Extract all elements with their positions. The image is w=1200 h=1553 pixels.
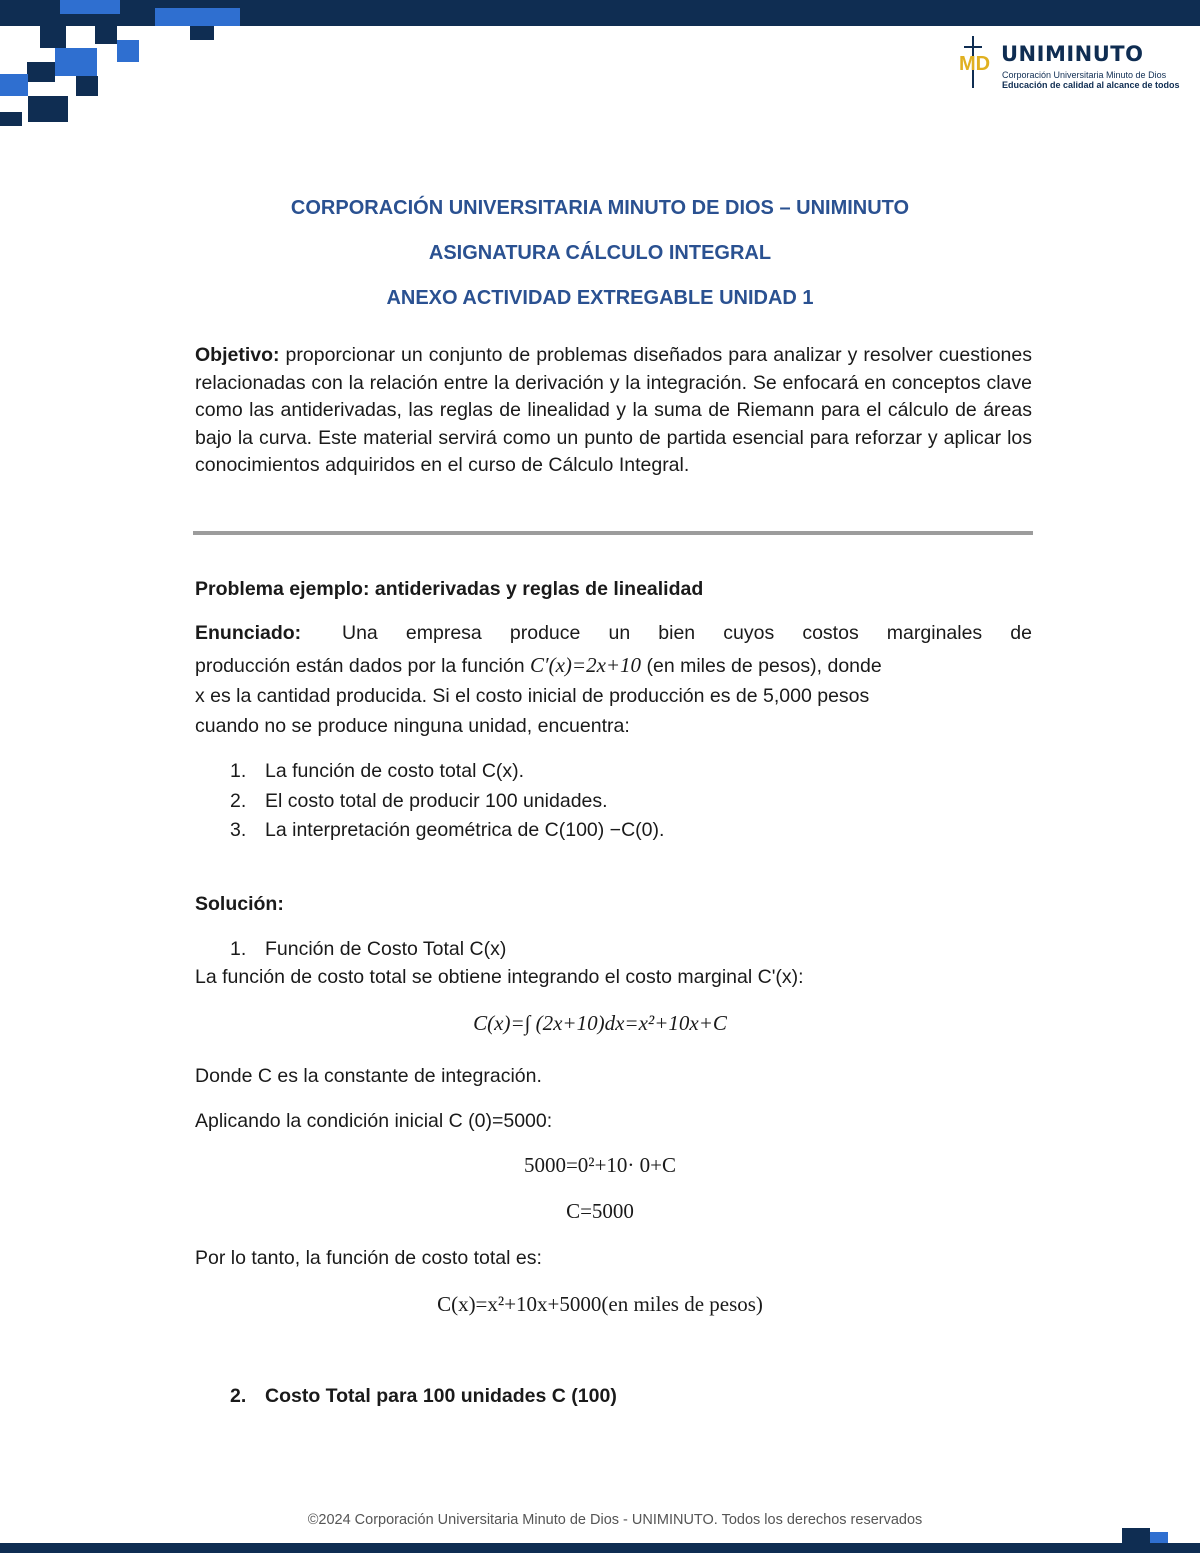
list-item: El costo total de producir 100 unidades.: [265, 790, 608, 812]
equation-integral: C(x)=∫ (2x+10)dx=x²+10x+C: [473, 1011, 727, 1035]
equation-constant: C=5000: [566, 1199, 634, 1223]
logo-tagline: Educación de calidad al alcance de todos: [1002, 80, 1180, 90]
marginal-cost-formula: C′(x)=2x+10: [529, 653, 642, 677]
note-constant: Donde C es la constante de integración.: [195, 1065, 542, 1087]
section-divider: [193, 531, 1033, 535]
logo-name: UNIMINUTO: [1001, 42, 1144, 66]
list-item-number: 3.: [230, 819, 247, 841]
objective-paragraph: [195, 342, 1032, 480]
step1-intro: La función de costo total se obtiene integrando el costo marginal C'(x):: [195, 966, 804, 988]
uniminuto-logo: [958, 34, 1184, 92]
statement-line-4: cuando no se produce ninguna unidad, encuentra:: [195, 715, 630, 737]
statement-line-3: x es la cantidad producida. Si el costo inicial de producción es de 5,000 pesos: [195, 685, 870, 707]
footer-copyright: ©2024 Corporación Universitaria Minuto de Dios - UNIMINUTO. Todos los derechos reservados: [307, 1512, 923, 1528]
solution-title: Solución:: [195, 893, 284, 915]
logo-mark-letters: MD: [959, 53, 991, 75]
statement-line-2: producción están dados por la función C′(x)=2x+10 (en miles de pesos), donde: [195, 653, 882, 677]
objective-label: Objetivo:: [195, 344, 280, 366]
note-initial-condition: Aplicando la condición inicial C (0)=5000:: [195, 1110, 553, 1132]
md-logo-icon: [958, 34, 1000, 90]
list-item: La función de costo total C(x).: [265, 760, 525, 782]
step1-number: 1.: [230, 938, 247, 960]
heading-subject: ASIGNATURA CÁLCULO INTEGRAL: [428, 242, 772, 264]
statement-label: Enunciado:: [195, 622, 302, 644]
statement-line-1: [195, 622, 1032, 645]
step2-number: 2.: [230, 1385, 247, 1407]
objective-text: proporcionar un conjunto de problemas diseñados para analizar y resolver cuestiones relacionadas con la relación entre la derivación y la integración. Se enfocará en conceptos clave como las antiderivadas, las reglas de linealidad y la suma de Riemann para el cálculo de áreas bajo la curva. Este material servirá como un punto de partida esencial para reforzar y aplicar los conocimientos adquiridos en el curso de Cálculo Integral.: [195, 344, 1032, 476]
list-item-number: 2.: [230, 790, 247, 812]
list-item-number: 1.: [230, 760, 247, 782]
list-item: La interpretación geométrica de C(100) −C(0).: [265, 819, 665, 841]
logo-subtitle: Corporación Universitaria Minuto de Dios: [1002, 70, 1167, 80]
problem-title: Problema ejemplo: antiderivadas y reglas de linealidad: [195, 578, 704, 600]
statement-text-1: Una empresa produce un bien cuyos costos marginales de: [342, 622, 1032, 644]
equation-condition: 5000=0²+10· 0+C: [523, 1153, 677, 1177]
step2-title: Costo Total para 100 unidades C (100): [265, 1385, 617, 1407]
heading-institution: CORPORACIÓN UNIVERSITARIA MINUTO DE DIOS – UNIMINUTO: [290, 197, 910, 219]
note-result: Por lo tanto, la función de costo total es:: [195, 1247, 542, 1269]
bottom-banner: [0, 1543, 1200, 1553]
step1-title: Función de Costo Total C(x): [265, 938, 507, 960]
equation-total-cost: C(x)=x²+10x+5000(en miles de pesos): [437, 1292, 763, 1316]
heading-annex: ANEXO ACTIVIDAD EXTREGABLE UNIDAD 1: [386, 287, 814, 309]
